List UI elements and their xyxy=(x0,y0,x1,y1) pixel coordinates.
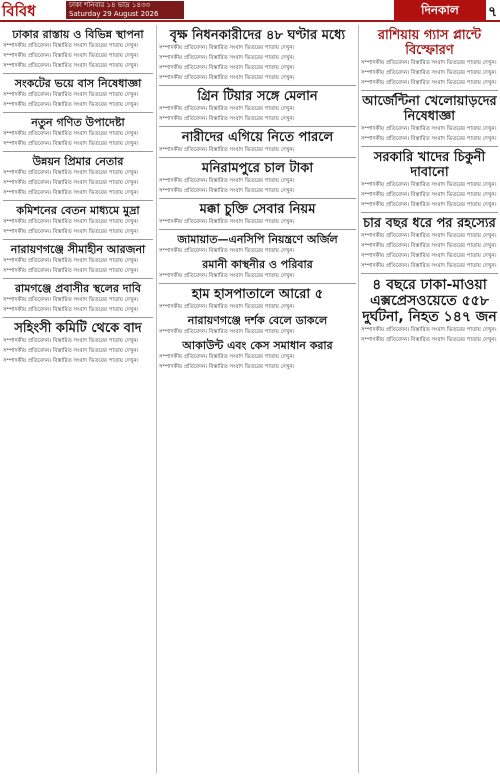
headline: সরকারি খাদের চিকুনী দাবানো xyxy=(373,150,486,180)
article-body: সম্পাদকীয় প্রতিবেদন। বিস্তারিত সংবাদ ভিতরের পাতায় দেখুন। xyxy=(159,55,295,61)
divider xyxy=(361,212,498,213)
article-body: সম্পাদকীয় প্রতিবেদন। বিস্তারিত সংবাদ ভিতরের পাতায় দেখুন। xyxy=(361,136,497,142)
headline: রাশিয়ায় গ্যাস প্লান্টে বিস্ফোরণ xyxy=(377,28,482,58)
article-body: সম্পাদকীয় প্রতিবেদন। বিস্তারিত সংবাদ ভিতরের পাতায় দেখুন। xyxy=(361,327,497,333)
article-body: সম্পাদকীয় প্রতিবেদন। বিস্তারিত সংবাদ ভিতরের পাতায় দেখুন। xyxy=(3,358,139,364)
headline: নতুন গণিত উপাদেষ্টা xyxy=(31,116,125,129)
divider xyxy=(3,112,153,113)
divider xyxy=(3,317,153,318)
article-body: সম্পাদকীয় প্রতিবেদন। বিস্তারিত সংবাদ ভিতরের পাতায় দেখুন। xyxy=(159,273,295,279)
date-line xyxy=(66,1,184,19)
article-body: সম্পাদকীয় প্রতিবেদন। বিস্তারিত সংবাদ ভিতরের পাতায় দেখুন। xyxy=(3,219,139,225)
headline: নারায়ণগঞ্জে দর্শক বেলে ডাকলে xyxy=(187,314,328,327)
date-bengali: ঢাকা শনিবার ১৪ ভাদ্র ১৪৩৩ xyxy=(69,1,151,9)
divider xyxy=(3,73,153,74)
article-body: সম্পাদকীয় প্রতিবেদন। বিস্তারিত সংবাদ ভিতরের পাতায় দেখুন। xyxy=(3,229,139,235)
headline: রামগঞ্জে প্রবাসীর স্থলের দাবি xyxy=(14,282,142,295)
article-body: সম্পাদকীয় প্রতিবেদন। বিস্তারিত সংবাদ ভিতরের পাতায় দেখুন। xyxy=(159,178,295,184)
headline: নারায়ণগঞ্জে সীমাহীন আরজনা xyxy=(10,243,146,256)
article-body: সম্পাদকীয় প্রতিবেদন। বিস্তারিত সংবাদ ভিতরের পাতায় দেখুন। xyxy=(361,70,497,76)
article-body: সম্পাদকীয় প্রতিবেদন। বিস্তারিত সংবাদ ভিতরের পাতায় দেখুন। xyxy=(3,53,139,59)
headline: বৃক্ষ নিধনকারীদের ৪৮ ঘণ্টার মধ্যে xyxy=(169,28,346,43)
article-body: সম্পাদকীয় প্রতিবেদন। বিস্তারিত সংবাদ ভিতরের পাতায় দেখুন। xyxy=(159,219,295,225)
divider xyxy=(3,151,153,152)
column-divider xyxy=(156,25,157,773)
headline: গ্রিন টিয়ার সঙ্গে মেলান xyxy=(197,89,318,104)
article-body: সম্পাদকীয় প্রতিবেদন। বিস্তারিত সংবাদ ভিতরের পাতায় দেখুন। xyxy=(361,263,497,269)
article-body: সম্পাদকীয় প্রতিবেদন। বিস্তারিত সংবাদ ভিতরের পাতায় দেখুন। xyxy=(159,45,295,51)
article-body: সম্পাদকীয় প্রতিবেদন। বিস্তারিত সংবাদ ভিতরের পাতায় দেখুন। xyxy=(3,92,139,98)
article-body: সম্পাদকীয় প্রতিবেদন। বিস্তারিত সংবাদ ভিতরের পাতায় দেখুন। xyxy=(159,106,295,112)
headline: মনিরামপুরে চাল টাকা xyxy=(201,161,314,176)
divider xyxy=(159,85,356,86)
article-body: সম্পাদকীয় প্রতিবেদন। বিস্তারিত সংবাদ ভিতরের পাতায় দেখুন। xyxy=(361,337,497,343)
article-body: সম্পাদকীয় প্রতিবেদন। বিস্তারিত সংবাদ ভিতরের পাতায় দেখুন। xyxy=(361,182,497,188)
headline: সংকটের ভয়ে বাস নিষেধাজ্ঞা xyxy=(14,77,142,90)
article-body: সম্পাদকীয় প্রতিবেদন। বিস্তারিত সংবাদ ভিতরের পাতায় দেখুন। xyxy=(361,233,497,239)
article-body: সম্পাদকীয় প্রতিবেদন। বিস্তারিত সংবাদ ভিতরের পাতায় দেখুন। xyxy=(3,348,139,354)
column-middle xyxy=(159,25,356,773)
divider xyxy=(361,146,498,147)
article-body: সম্পাদকীয় প্রতিবেদন। বিস্তারিত সংবাদ ভিতরের পাতায় দেখুন। xyxy=(3,141,139,147)
headline: ৪ বছরে ঢাকা-মাওয়া এক্সপ্রেসওয়েতে ৫৫৮ দুর্ঘটনা, নিহত ১৪৭ জন xyxy=(362,277,497,325)
divider xyxy=(159,283,356,284)
divider xyxy=(3,239,153,240)
column-left xyxy=(3,25,153,773)
article-body: সম্পাদকীয় প্রতিবেদন। বিস্তারিত সংবাদ ভিতরের পাতায় দেখুন। xyxy=(159,116,295,122)
article-body: সম্পাদকীয় প্রতিবেদন। বিস্তারিত সংবাদ ভিতরের পাতায় দেখুন। xyxy=(361,60,497,66)
article-body: সম্পাদকীয় প্রতিবেদন। বিস্তারিত সংবাদ ভিতরের পাতায় দেখুন। xyxy=(159,65,295,71)
headline: রমানী কাস্থনীর ও পরিবার xyxy=(202,258,313,271)
date-english: Saturday 29 August 2026 xyxy=(69,10,181,19)
page-number: ৭ xyxy=(488,4,498,20)
headline: উন্নয়ন প্রিমার নেতার xyxy=(32,155,124,168)
section-label: বিবিধ xyxy=(2,2,36,20)
headline: আর্জেন্টিনা খেলোয়াড়দের নিষেধাজ্ঞা xyxy=(362,94,497,124)
article-body: সম্পাদকীয় প্রতিবেদন। বিস্তারিত সংবাদ ভিতরের পাতায় দেখুন। xyxy=(3,43,139,49)
article-body: সম্পাদকীয় প্রতিবেদন। বিস্তারিত সংবাদ ভিতরের পাতায় দেখুন। xyxy=(3,307,139,313)
article-body: সম্পাদকীয় প্রতিবেদন। বিস্তারিত সংবাদ ভিতরের পাতায় দেখুন। xyxy=(159,329,295,335)
headline: আকাউন্ট এবং কেস সমাধান করার xyxy=(182,339,333,352)
headline: হাম হাসপাতালে আরো ৫ xyxy=(191,287,324,302)
column-divider xyxy=(358,25,359,773)
headline: সহিংসী কমিটি থেকে বাদ xyxy=(14,321,142,336)
article-body: সম্পাদকীয় প্রতিবেদন। বিস্তারিত সংবাদ ভিতরের পাতায় দেখুন। xyxy=(3,297,139,303)
article-body: সম্পাদকীয় প্রতিবেদন। বিস্তারিত সংবাদ ভিতরের পাতায় দেখুন। xyxy=(361,80,497,86)
article-body: সম্পাদকীয় প্রতিবেদন। বিস্তারিত সংবাদ ভিতরের পাতায় দেখুন। xyxy=(3,170,139,176)
article-body: সম্পাদকীয় প্রতিবেদন। বিস্তারিত সংবাদ ভিতরের পাতায় দেখুন। xyxy=(3,102,139,108)
divider xyxy=(159,126,356,127)
divider xyxy=(3,200,153,201)
column-right xyxy=(361,25,498,773)
article-body: সম্পাদকীয় প্রতিবেদন। বিস্তারিত সংবাদ ভিতরের পাতায় দেখুন। xyxy=(3,268,139,274)
headline: চার বছর ধরে পর রহস্যের xyxy=(363,216,496,231)
page-header xyxy=(0,0,500,22)
article-body: সম্পাদকীয় প্রতিবেদন। বিস্তারিত সংবাদ ভিতরের পাতায় দেখুন। xyxy=(3,131,139,137)
article-body: সম্পাদকীয় প্রতিবেদন। বিস্তারিত সংবাদ ভিতরের পাতায় দেখুন। xyxy=(3,258,139,264)
divider xyxy=(159,198,356,199)
headline: ঢাকার রাস্তায় ও বিভিন্ন স্থাপনা xyxy=(12,28,144,41)
article-body: সম্পাদকীয় প্রতিবেদন। বিস্তারিত সংবাদ ভিতরের পাতায় দেখুন। xyxy=(159,188,295,194)
divider xyxy=(159,229,356,230)
masthead-logo: দিনকাল xyxy=(394,0,486,20)
headline: মক্কা চুক্তি সেবার নিয়ম xyxy=(199,202,316,217)
divider xyxy=(159,157,356,158)
article-body: সম্পাদকীয় প্রতিবেদন। বিস্তারিত সংবাদ ভিতরের পাতায় দেখুন। xyxy=(361,202,497,208)
article-body: সম্পাদকীয় প্রতিবেদন। বিস্তারিত সংবাদ ভিতরের পাতায় দেখুন। xyxy=(361,192,497,198)
article-body: সম্পাদকীয় প্রতিবেদন। বিস্তারিত সংবাদ ভিতরের পাতায় দেখুন। xyxy=(3,338,139,344)
divider xyxy=(3,278,153,279)
article-body: সম্পাদকীয় প্রতিবেদন। বিস্তারিত সংবাদ ভিতরের পাতায় দেখুন। xyxy=(159,147,295,153)
divider xyxy=(361,273,498,274)
article-body: সম্পাদকীয় প্রতিবেদন। বিস্তারিত সংবাদ ভিতরের পাতায় দেখুন। xyxy=(361,126,497,132)
article-body: সম্পাদকীয় প্রতিবেদন। বিস্তারিত সংবাদ ভিতরের পাতায় দেখুন। xyxy=(159,248,295,254)
article-body: সম্পাদকীয় প্রতিবেদন। বিস্তারিত সংবাদ ভিতরের পাতায় দেখুন। xyxy=(361,243,497,249)
headline: নারীদের এগিয়ে নিতে পারলে xyxy=(181,130,334,145)
headline: জামায়াত—এনসিপি নিয়ন্ত্রণে অর্জিল xyxy=(177,233,338,246)
article-body: সম্পাদকীয় প্রতিবেদন। বিস্তারিত সংবাদ ভিতরের পাতায় দেখুন। xyxy=(3,190,139,196)
article-body: সম্পাদকীয় প্রতিবেদন। বিস্তারিত সংবাদ ভিতরের পাতায় দেখুন। xyxy=(3,63,139,69)
divider xyxy=(361,90,498,91)
headline: কমিশনের বেতন মাধ্যমে মুদ্রা xyxy=(16,204,140,217)
article-body: সম্পাদকীয় প্রতিবেদন। বিস্তারিত সংবাদ ভিতরের পাতায় দেখুন। xyxy=(3,180,139,186)
article-body: সম্পাদকীয় প্রতিবেদন। বিস্তারিত সংবাদ ভিতরের পাতায় দেখুন। xyxy=(159,304,295,310)
article-body: সম্পাদকীয় প্রতিবেদন। বিস্তারিত সংবাদ ভিতরের পাতায় দেখুন। xyxy=(159,75,295,81)
article-body: সম্পাদকীয় প্রতিবেদন। বিস্তারিত সংবাদ ভিতরের পাতায় দেখুন। xyxy=(361,253,497,259)
article-body: সম্পাদকীয় প্রতিবেদন। বিস্তারিত সংবাদ ভিতরের পাতায় দেখুন। xyxy=(159,364,295,370)
article-body: সম্পাদকীয় প্রতিবেদন। বিস্তারিত সংবাদ ভিতরের পাতায় দেখুন। xyxy=(159,354,295,360)
